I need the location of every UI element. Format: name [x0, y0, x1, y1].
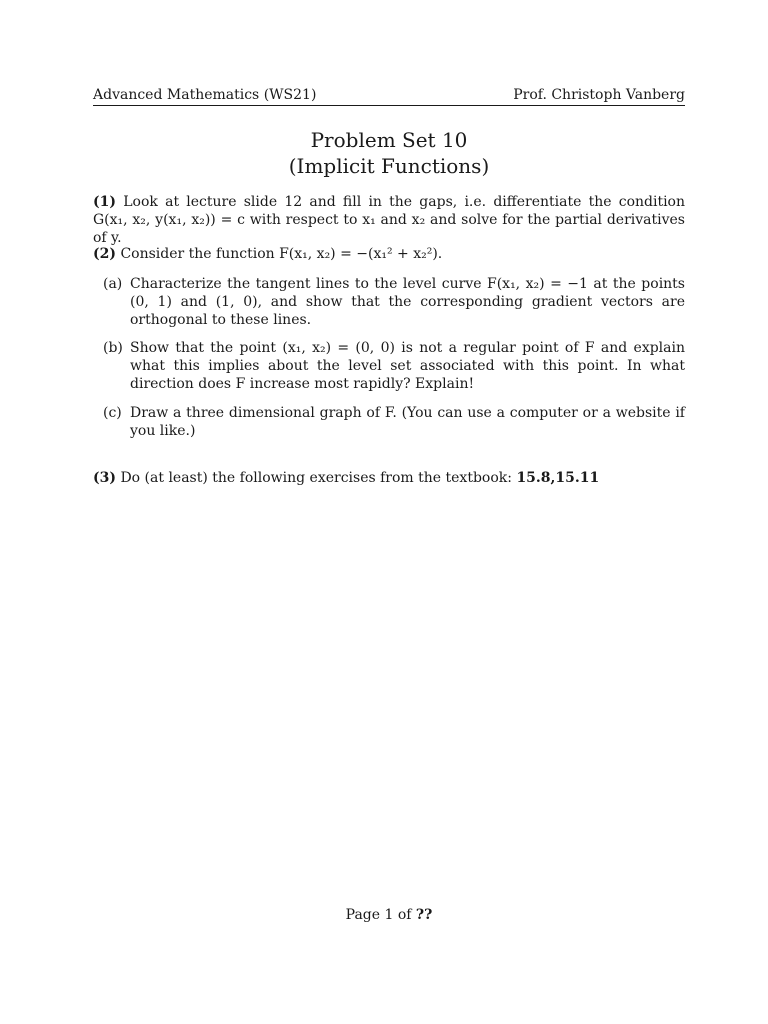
problem-2	[93, 245, 685, 263]
problem-1-number: (1)	[93, 194, 116, 210]
problem-1	[93, 193, 685, 247]
problem-2a-label: (a)	[103, 276, 123, 292]
problem-set-subtitle: (Implicit Functions)	[288, 154, 490, 178]
page-header	[93, 86, 685, 104]
problem-3-text: Do (at least) the following exercises from the textbook:	[120, 470, 512, 486]
problem-2c-label: (c)	[103, 405, 122, 421]
course-title: Advanced Mathematics (WS21)	[93, 87, 317, 103]
problem-3	[93, 469, 685, 487]
instructor-name: Prof. Christoph Vanberg	[513, 87, 685, 103]
page-number-prefix: Page 1 of	[345, 907, 412, 923]
header-divider	[93, 105, 685, 106]
problem-3-number: (3)	[93, 470, 116, 486]
problem-set-title: Problem Set 10	[310, 128, 468, 152]
problem-2c-text: Draw a three dimensional graph of F. (You can use a computer or a website if you like.)	[130, 405, 685, 439]
problem-2-number: (2)	[93, 246, 116, 262]
page-number-total: ??	[415, 907, 433, 923]
problem-2b-label: (b)	[103, 340, 123, 356]
problem-2a-text: Characterize the tangent lines to the level curve F(x₁, x₂) = −1 at the points (0, 1) and (1, 0), and show that the corresponding gradient vectors are orthogonal to these lines.	[130, 276, 685, 328]
problem-2-text: Consider the function F(x₁, x₂) = −(x₁² + x₂²).	[120, 246, 443, 262]
problem-1-text: Look at lecture slide 12 and fill in the gaps, i.e. differentiate the condition G(x₁, x₂, y(x₁, x₂)) = c with respect to x₁ and x₂ and solve for the partial derivatives of y.	[93, 194, 685, 246]
problem-3-exercises: 15.8,15.11	[516, 470, 600, 486]
page-footer	[93, 906, 685, 924]
problem-2b-text: Show that the point (x₁, x₂) = (0, 0) is not a regular point of F and explain what this implies about the level set associated with this point. In what direction does F increase most rapidly? Explain!	[130, 340, 685, 392]
